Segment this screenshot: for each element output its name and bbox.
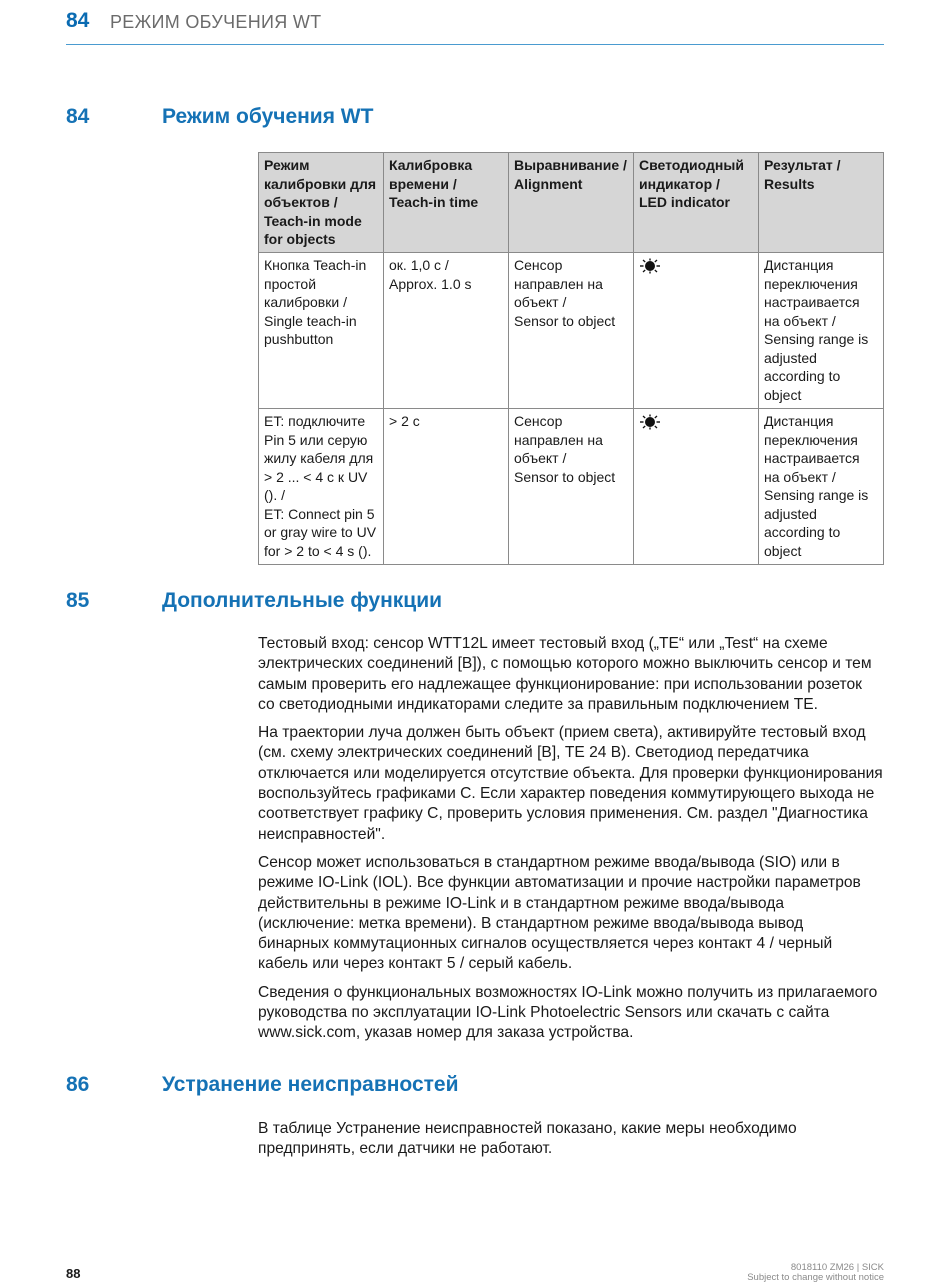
column-header-alignment: Выравнивание / Alignment xyxy=(509,153,634,253)
section-title: Режим обучения WT xyxy=(162,105,374,128)
section-number: 86 xyxy=(66,1073,90,1096)
paragraph: Сведения о функциональных возможностях IO-Link можно получить из прилагаемого руководства по эксплуатации IO-Link Photoelectric Sensors или скачать с сайта www.sick.com, указав номер для заказа устройства. xyxy=(258,983,878,1042)
section-number: 85 xyxy=(66,589,90,612)
table-row xyxy=(259,253,884,409)
header-chapter-title: РЕЖИМ ОБУЧЕНИЯ WT xyxy=(110,12,322,32)
cell-results: Дистанция переключения настраивается на объект / Sensing range is adjusted according to object xyxy=(759,253,884,409)
table-row xyxy=(259,409,884,565)
page-number: 88 xyxy=(66,1266,81,1281)
column-header-mode: Режим калибровки для объектов / Teach-in mode for objects xyxy=(259,153,384,253)
footer-reference xyxy=(747,1263,884,1283)
cell-time: > 2 с xyxy=(384,409,509,565)
cell-mode: Кнопка Teach-in простой калибровки / Single teach-in pushbutton xyxy=(259,253,384,409)
column-header-results: Результат / Results xyxy=(759,153,884,253)
cell-led xyxy=(634,253,759,409)
change-notice: Subject to change without notice xyxy=(747,1272,884,1283)
section-number: 84 xyxy=(66,105,90,128)
section-86-body xyxy=(258,1119,884,1168)
cell-time: ок. 1,0 с / Approx. 1.0 s xyxy=(384,253,509,409)
table-header-row xyxy=(259,153,884,253)
paragraph: На траектории луча должен быть объект (прием света), активируйте тестовый вход (см. схему электрических соединений [B], TE 24 B). Светодиод передатчика отключается или моделируется отсутствие объекта. Для проверки функционирования воспользуйтесь графиками C. Если характер поведения коммутирующего выхода не соответствует графику C, проверить условия применения. См. раздел "Диагностика неисправностей". xyxy=(258,724,883,843)
cell-alignment: Сенсор направлен на объект / Sensor to object xyxy=(509,253,634,409)
cell-alignment: Сенсор направлен на объект / Sensor to object xyxy=(509,409,634,565)
column-header-time: Калибровка времени / Teach-in time xyxy=(384,153,509,253)
led-flashing-icon xyxy=(639,258,661,274)
teach-in-table xyxy=(258,152,884,565)
column-header-led: Светодиодный индикатор / LED indicator xyxy=(634,153,759,253)
cell-mode: ET: подключите Pin 5 или серую жилу кабеля для > 2 ... < 4 с к UV (). / ET: Connect pin 5 or gray wire to UV for > 2 to < 4 s (). xyxy=(259,409,384,565)
cell-results: Дистанция переключения настраивается на объект / Sensing range is adjusted according to object xyxy=(759,409,884,565)
header-chapter-number: 84 xyxy=(66,9,90,32)
led-flashing-icon xyxy=(639,414,661,430)
paragraph: В таблице Устранение неисправностей показано, какие меры необходимо предпринять, если датчики не работают. xyxy=(258,1120,797,1158)
doc-reference: 8018110 ZM26 | SICK xyxy=(790,1262,884,1273)
section-title: Дополнительные функции xyxy=(162,589,443,612)
section-title: Устранение неисправностей xyxy=(162,1073,459,1096)
paragraph: Тестовый вход: сенсор WTT12L имеет тестовый вход („TE“ или „Test“ на схеме электрических соединений [B]), с помощью которого можно выключить сенсор и тем самым проверить его надлежащее функционирование: при использовании розеток со светодиодными индикаторами следите за правильным подключением TE. xyxy=(258,635,872,713)
running-header xyxy=(66,9,884,45)
paragraph: Сенсор может использоваться в стандартном режиме ввода/вывода (SIO) или в режиме IO-Link (IOL). Все функции автоматизации и прочие настройки параметров действительны в режиме IO-Link и в стандартном режиме ввода/вывода (исключение: метка времени). В стандартном режиме ввода/вывода вывод бинарных коммутационных сигналов осуществляется через контакт 4 / черный кабель или через контакт 5 / серый кабель. xyxy=(258,853,861,973)
cell-led xyxy=(634,409,759,565)
section-85-body xyxy=(258,634,884,1052)
